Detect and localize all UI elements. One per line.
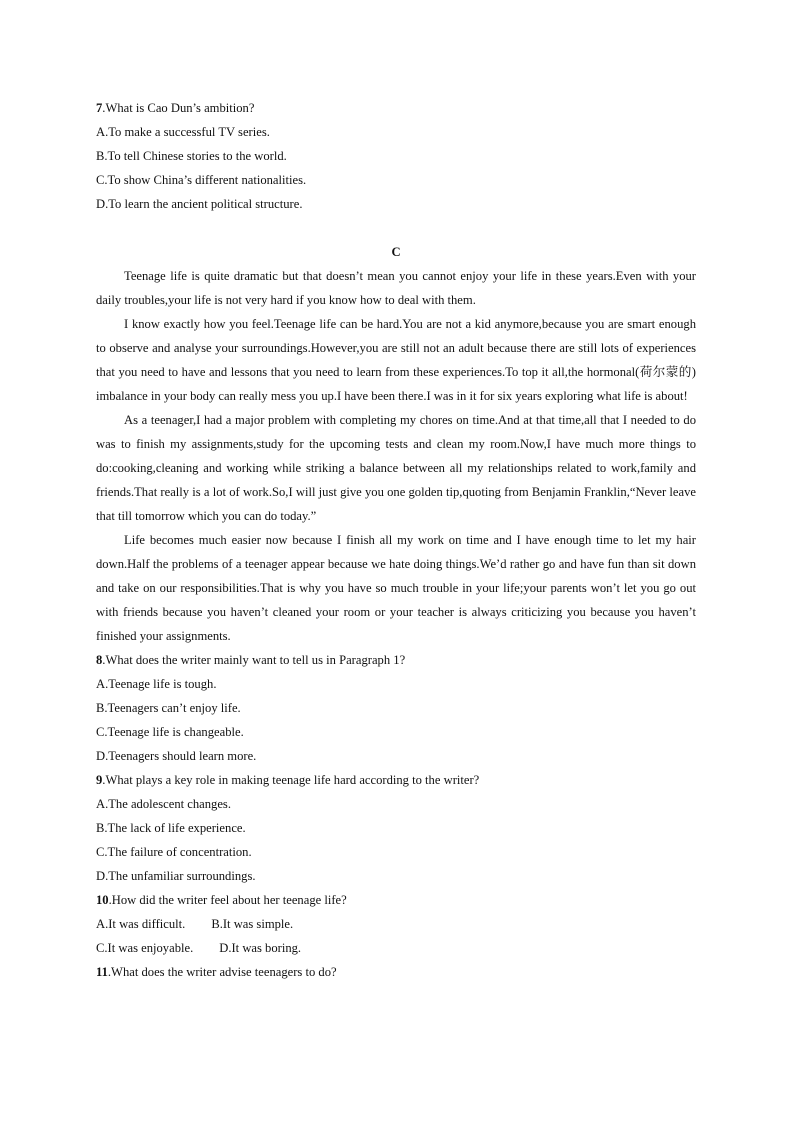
option-b: B.To tell Chinese stories to the world.	[96, 149, 287, 163]
passage-paragraph-3: As a teenager,I had a major problem with completing my chores on time.And at that time,all that I needed to do was to finish my assignments,study for the upcoming tests and clean my room.Now,I have much more things to do:cooking,cleaning and working while striking a balance between all my relationships related to work,family and friends.That really is a lot of work.So,I will just give you one golden tip,quoting from Benjamin Franklin,“Never leave that till tomorrow which you can do today.”	[96, 413, 696, 523]
question-text: .What is Cao Dun’s ambition?	[102, 101, 255, 115]
question-number: 10	[96, 893, 109, 907]
question-number: 9	[96, 773, 103, 787]
question-8	[96, 648, 696, 672]
option-row-ab	[96, 912, 696, 936]
option-a: A.To make a successful TV series.	[96, 125, 270, 139]
question-number: 11	[96, 965, 108, 979]
question-11	[96, 960, 696, 984]
section-title: C	[391, 245, 401, 259]
option-b: B.The lack of life experience.	[96, 821, 246, 835]
exam-page	[96, 96, 696, 984]
question-text: .What does the writer mainly want to tell us in Paragraph 1?	[102, 653, 406, 667]
option-a: A.The adolescent changes.	[96, 797, 231, 811]
option-d: D.Teenagers should learn more.	[96, 749, 257, 763]
question-text: .What does the writer advise teenagers to do?	[107, 965, 337, 979]
option-b: B.It was simple.	[211, 917, 294, 931]
option-c: C.To show China’s different nationalities.	[96, 173, 307, 187]
option-a: A.Teenage life is tough.	[96, 677, 217, 691]
question-number: 8	[96, 653, 103, 667]
option-c: C.Teenage life is changeable.	[96, 725, 244, 739]
option-row-cd	[96, 936, 696, 960]
option-d: D.To learn the ancient political structure.	[96, 197, 303, 211]
passage-paragraph-4: Life becomes much easier now because I finish all my work on time and I have enough time to let my hair down.Half the problems of a teenager appear because we hate doing things.We’d rather go and have fun than sit down and take on our responsibilities.That is why you have so much trouble in your life;your parents won’t let you go out with friends because you haven’t cleaned your room or your teacher is always criticizing you because you haven’t finished your assignments.	[96, 533, 696, 643]
question-text: .How did the writer feel about her teenage life?	[108, 893, 347, 907]
option-c: C.The failure of concentration.	[96, 845, 252, 859]
option-d: D.The unfamiliar surroundings.	[96, 869, 256, 883]
question-10	[96, 888, 696, 912]
passage-paragraph-2: I know exactly how you feel.Teenage life can be hard.You are not a kid anymore,because you are smart enough to observe and analyse your surroundings.However,you are still not an adult because there are still lots of experiences that you need to have and lessons that you need to learn from these experiences.To top it all,the hormonal(荷尔蒙的) imbalance in your body can really mess you up.I have been there.I was in it for six years exploring what life is about!	[96, 317, 696, 403]
option-b: B.Teenagers can’t enjoy life.	[96, 701, 241, 715]
question-9	[96, 768, 696, 792]
question-text: .What plays a key role in making teenage life hard according to the writer?	[102, 773, 480, 787]
passage-paragraph-1: Teenage life is quite dramatic but that doesn’t mean you cannot enjoy your life in these years.Even with your daily troubles,your life is not very hard if you know how to deal with them.	[96, 269, 696, 307]
question-number: 7	[96, 101, 103, 115]
option-c: C.It was enjoyable.	[96, 941, 194, 955]
question-7	[96, 96, 696, 120]
option-a: A.It was difficult.	[96, 917, 186, 931]
option-d: D.It was boring.	[219, 941, 302, 955]
